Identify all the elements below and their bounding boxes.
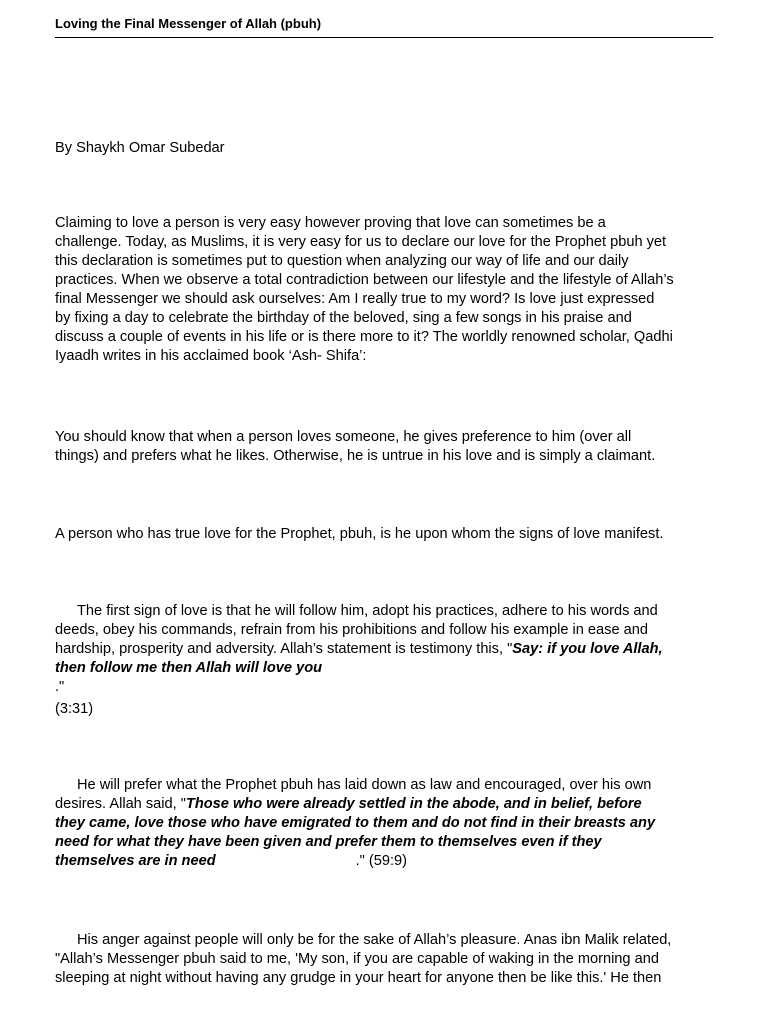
- paragraph-1: Claiming to love a person is very easy however proving that love can sometimes be a challenge. Today, as Muslims, it is very easy for us to declare our love for the Prophet pbuh yet this declaration is sometimes put to question when analyzing our way of life and our daily practices. When we observe a total contradiction between our lifestyle and the lifestyle of Allah’s final Messenger we should ask ourselves: Am I really true to my word? Is love just expressed by fixing a day to celebrate the birthday of the beloved, sing a few songs in his praise and discuss a couple of events in his life or is there more to it? The worldly renowned scholar, Qadhi Iyaadh writes in his acclaimed book ‘Ash- Shifa’:: [55, 215, 674, 364]
- author-line: By Shaykh Omar Subedar: [55, 140, 225, 156]
- paragraph-6-text: His anger against people will only be for the sake of Allah’s pleasure. Anas ibn Malik related, "Allah’s Messenger pbuh said to me, 'My son, if you are capable of waking in the morning and sleeping at night without having any grudge in your heart for anyone then be like this.' He then: [55, 932, 672, 986]
- page-header: [55, 14, 713, 38]
- paragraph-4-text: The first sign of love is that he will follow him, adopt his practices, adhere to his words and deeds, obey his commands, refrain from his prohibitions and follow his example in ease and hardship, prosperity and adversity. Allah’s statement is testimony this, ": [55, 603, 658, 657]
- document-title: Loving the Final Messenger of Allah (pbuh): [55, 16, 322, 31]
- paragraph-4-close: .": [55, 679, 65, 695]
- paragraph-4: [55, 602, 715, 697]
- paragraph-2: You should know that when a person loves someone, he gives preference to him (over all things) and prefers what he likes. Otherwise, he is untrue in his love and is simply a claimant.: [55, 429, 656, 464]
- verse-reference-3-31: (3:31): [55, 701, 94, 717]
- paragraph-5-text: He will prefer what the Prophet pbuh has laid down as law and encouraged, over his own desires. Allah said, ": [55, 777, 652, 812]
- paragraph-5-close: ." (59:9): [355, 853, 408, 869]
- paragraph-3: A person who has true love for the Prophet, pbuh, is he upon whom the signs of love manifest.: [55, 526, 664, 542]
- quran-quote-59-9: Those who were already settled in the abode, and in belief, before they came, love those who have emigrated to them and do not find in their breasts any need for what they have been given and prefer them to themselves even if they themselves are in need: [55, 796, 656, 869]
- paragraph-6: [55, 931, 715, 988]
- paragraph-5: [55, 776, 715, 871]
- quran-quote-3-31: Say: if you love Allah, then follow me then Allah will love you: [55, 641, 663, 676]
